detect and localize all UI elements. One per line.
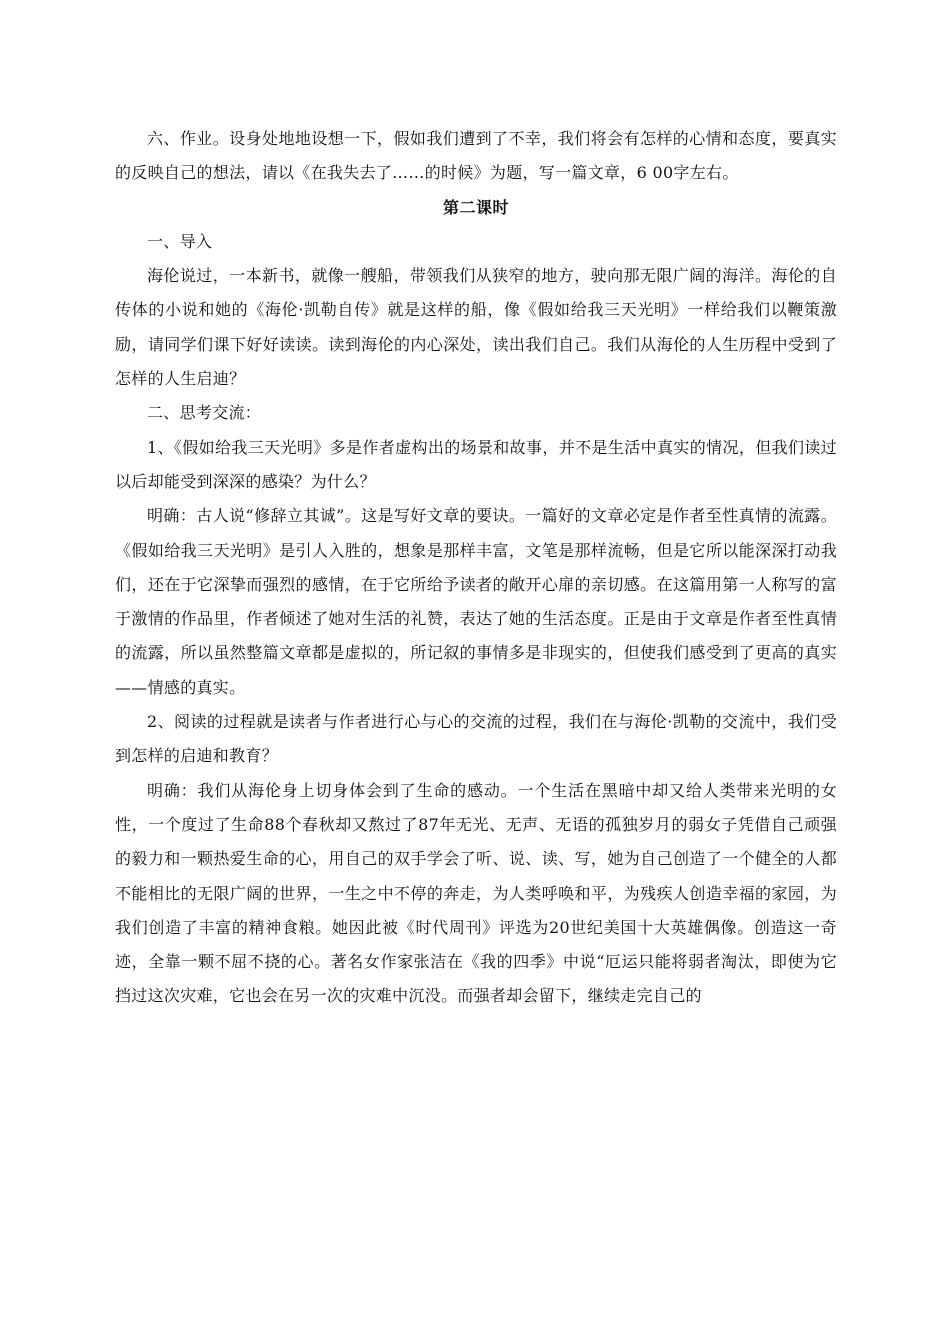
question-2: 2、阅读的过程就是读者与作者进行心与心的交流的过程，我们在与海伦·凯勒的交流中，我们受到怎样的启迪和教育？ <box>115 712 837 766</box>
section-title: 第二课时 <box>442 197 509 217</box>
question-1: 1、《假如给我三天光明》多是作者虚构出的场景和故事，并不是生活中真实的情况，但我们读过以后却能受到深深的感染？为什么？ <box>115 437 837 491</box>
document-page <box>115 122 837 1014</box>
answer-2: 明确：我们从海伦身上切身体会到了生命的感动。一个生活在黑暗中却又给人类带来光明的女性，一个度过了生命88个春秋却又熬过了87年无光、无声、无语的孤独岁月的弱女子凭借自己顽强的毅力和一颗热爱生命的心，用自己的双手学会了听、说、读、写，她为自己创造了一个健全的人都不能相比的无限广阔的世界，一生之中不停的奔走，为人类呼唤和平，为残疾人创造幸福的家园，为我们创造了丰富的精神食粮。她因此被《时代周刊》评选为20世纪美国十大英雄偶像。创造这一奇迹，全靠一颗不屈不挠的心。著名女作家张洁在《我的四季》中说“厄运只能将弱者淘汰，即使为它挡过这次灾难，它也会在另一次的灾难中沉没。而强者却会留下，继续走完自己的 <box>115 780 837 1006</box>
intro-paragraph: 海伦说过，一本新书，就像一艘船，带领我们从狭窄的地方，驶向那无限广阔的海洋。海伦的自传体的小说和她的《海伦·凯勒自传》就是这样的船，像《假如给我三天光明》一样给我们以鞭策激励，请同学们课下好好读读。读到海伦的内心深处，读出我们自己。我们从海伦的人生历程中受到了怎样的人生启迪？ <box>115 266 837 389</box>
intro-heading: 一、导入 <box>147 231 213 251</box>
discussion-heading: 二、思考交流： <box>147 403 262 423</box>
homework-paragraph: 六、作业。设身处地地设想一下，假如我们遭到了不幸，我们将会有怎样的心情和态度，要真实的反映自己的想法，请以《在我失去了……的时候》为题，写一篇文章，6 00字左右。 <box>115 129 837 183</box>
answer-1: 明确：古人说“修辞立其诚”。这是写好文章的要诀。一篇好的文章必定是作者至性真情的流露。《假如给我三天光明》是引人入胜的，想象是那样丰富，文笔是那样流畅，但是它所以能深深打动我们，还在于它深挚而强烈的感情，在于它所给予读者的敞开心扉的亲切感。在这篇用第一人称写的富于激情的作品里，作者倾述了她对生活的礼赞，表达了她的生活态度。正是由于文章是作者至性真情的流露，所以虽然整篇文章都是虚拟的，所记叙的事情多是非现实的，但使我们感受到了更高的真实——情感的真实。 <box>115 506 837 697</box>
